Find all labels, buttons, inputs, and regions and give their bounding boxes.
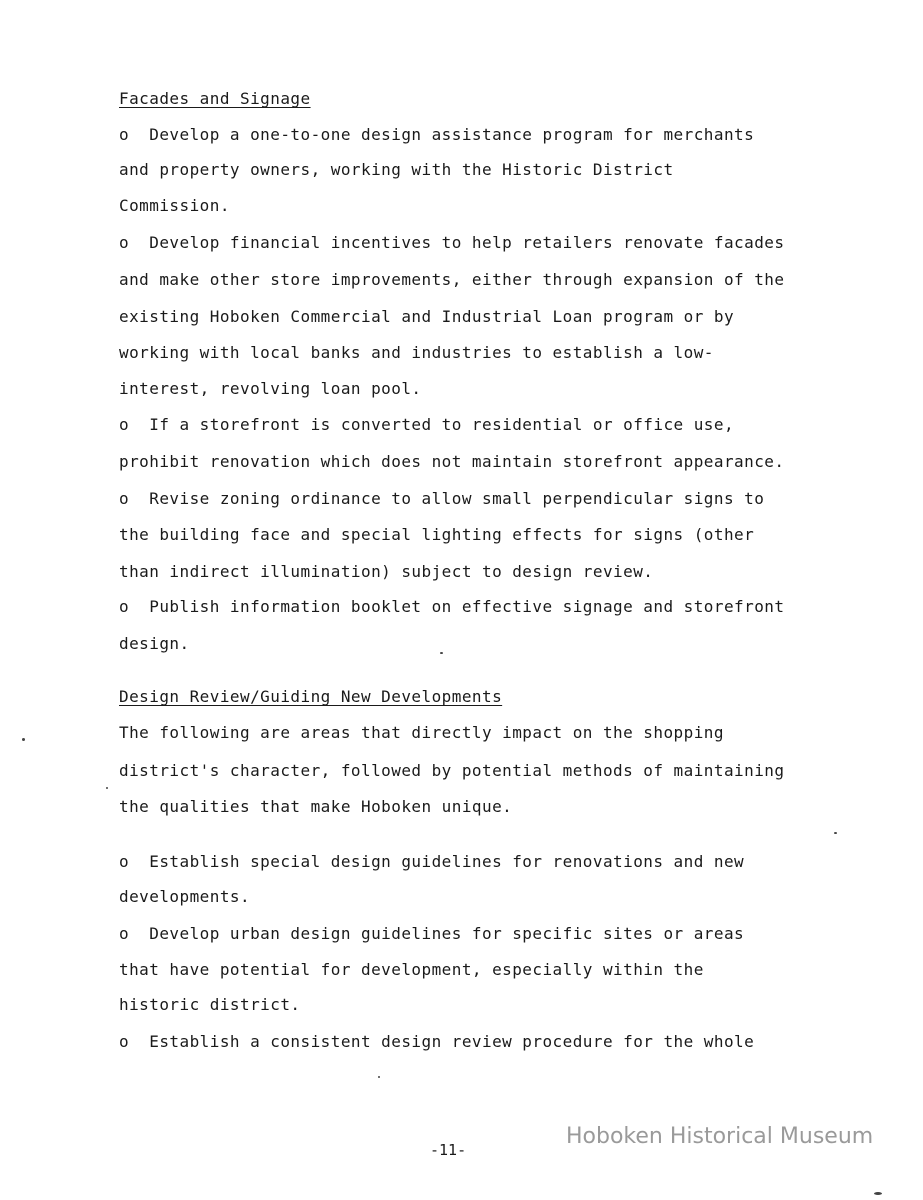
text-line: district's character, followed by potential methods of maintaining xyxy=(119,761,785,780)
text-line: Commission. xyxy=(119,196,230,215)
scan-speck xyxy=(874,1192,882,1195)
scan-speck xyxy=(378,1076,380,1078)
text-line: o Revise zoning ordinance to allow small perpendicular signs to xyxy=(119,489,765,508)
text-line: the qualities that make Hoboken unique. xyxy=(119,797,513,816)
scan-speck xyxy=(440,652,443,654)
scan-speck xyxy=(834,832,837,834)
text-line: existing Hoboken Commercial and Industrial Loan program or by xyxy=(119,307,735,326)
watermark: Hoboken Historical Museum xyxy=(566,1124,874,1149)
text-line: that have potential for development, especially within the xyxy=(119,960,704,979)
text-line: interest, revolving loan pool. xyxy=(119,379,422,398)
text-line: o Publish information booklet on effective signage and storefront xyxy=(119,597,785,616)
text-line: design. xyxy=(119,634,190,653)
page-number: -11- xyxy=(430,1141,467,1159)
text-line: o Develop urban design guidelines for specific sites or areas xyxy=(119,924,745,943)
text-line: working with local banks and industries to establish a low- xyxy=(119,343,714,362)
text-line: prohibit renovation which does not maintain storefront appearance. xyxy=(119,452,785,471)
scan-speck xyxy=(106,787,108,789)
scan-speck xyxy=(22,738,25,741)
heading-design-review: Design Review/Guiding New Developments xyxy=(119,687,503,706)
text-line: o Develop a one-to-one design assistance program for merchants xyxy=(119,125,755,144)
text-line: and make other store improvements, either through expansion of the xyxy=(119,270,785,289)
text-line: The following are areas that directly impact on the shopping xyxy=(119,723,724,742)
text-line: and property owners, working with the Historic District xyxy=(119,160,674,179)
text-line: o Establish a consistent design review procedure for the whole xyxy=(119,1032,755,1051)
text-line: o Develop financial incentives to help retailers renovate facades xyxy=(119,233,785,252)
text-line: the building face and special lighting effects for signs (other xyxy=(119,525,755,544)
text-line: o Establish special design guidelines for renovations and new xyxy=(119,852,745,871)
heading-facades-and-signage: Facades and Signage xyxy=(119,89,311,108)
text-line: than indirect illumination) subject to design review. xyxy=(119,562,654,581)
text-line: historic district. xyxy=(119,995,301,1014)
text-line: developments. xyxy=(119,887,251,906)
text-line: o If a storefront is converted to residential or office use, xyxy=(119,415,735,434)
